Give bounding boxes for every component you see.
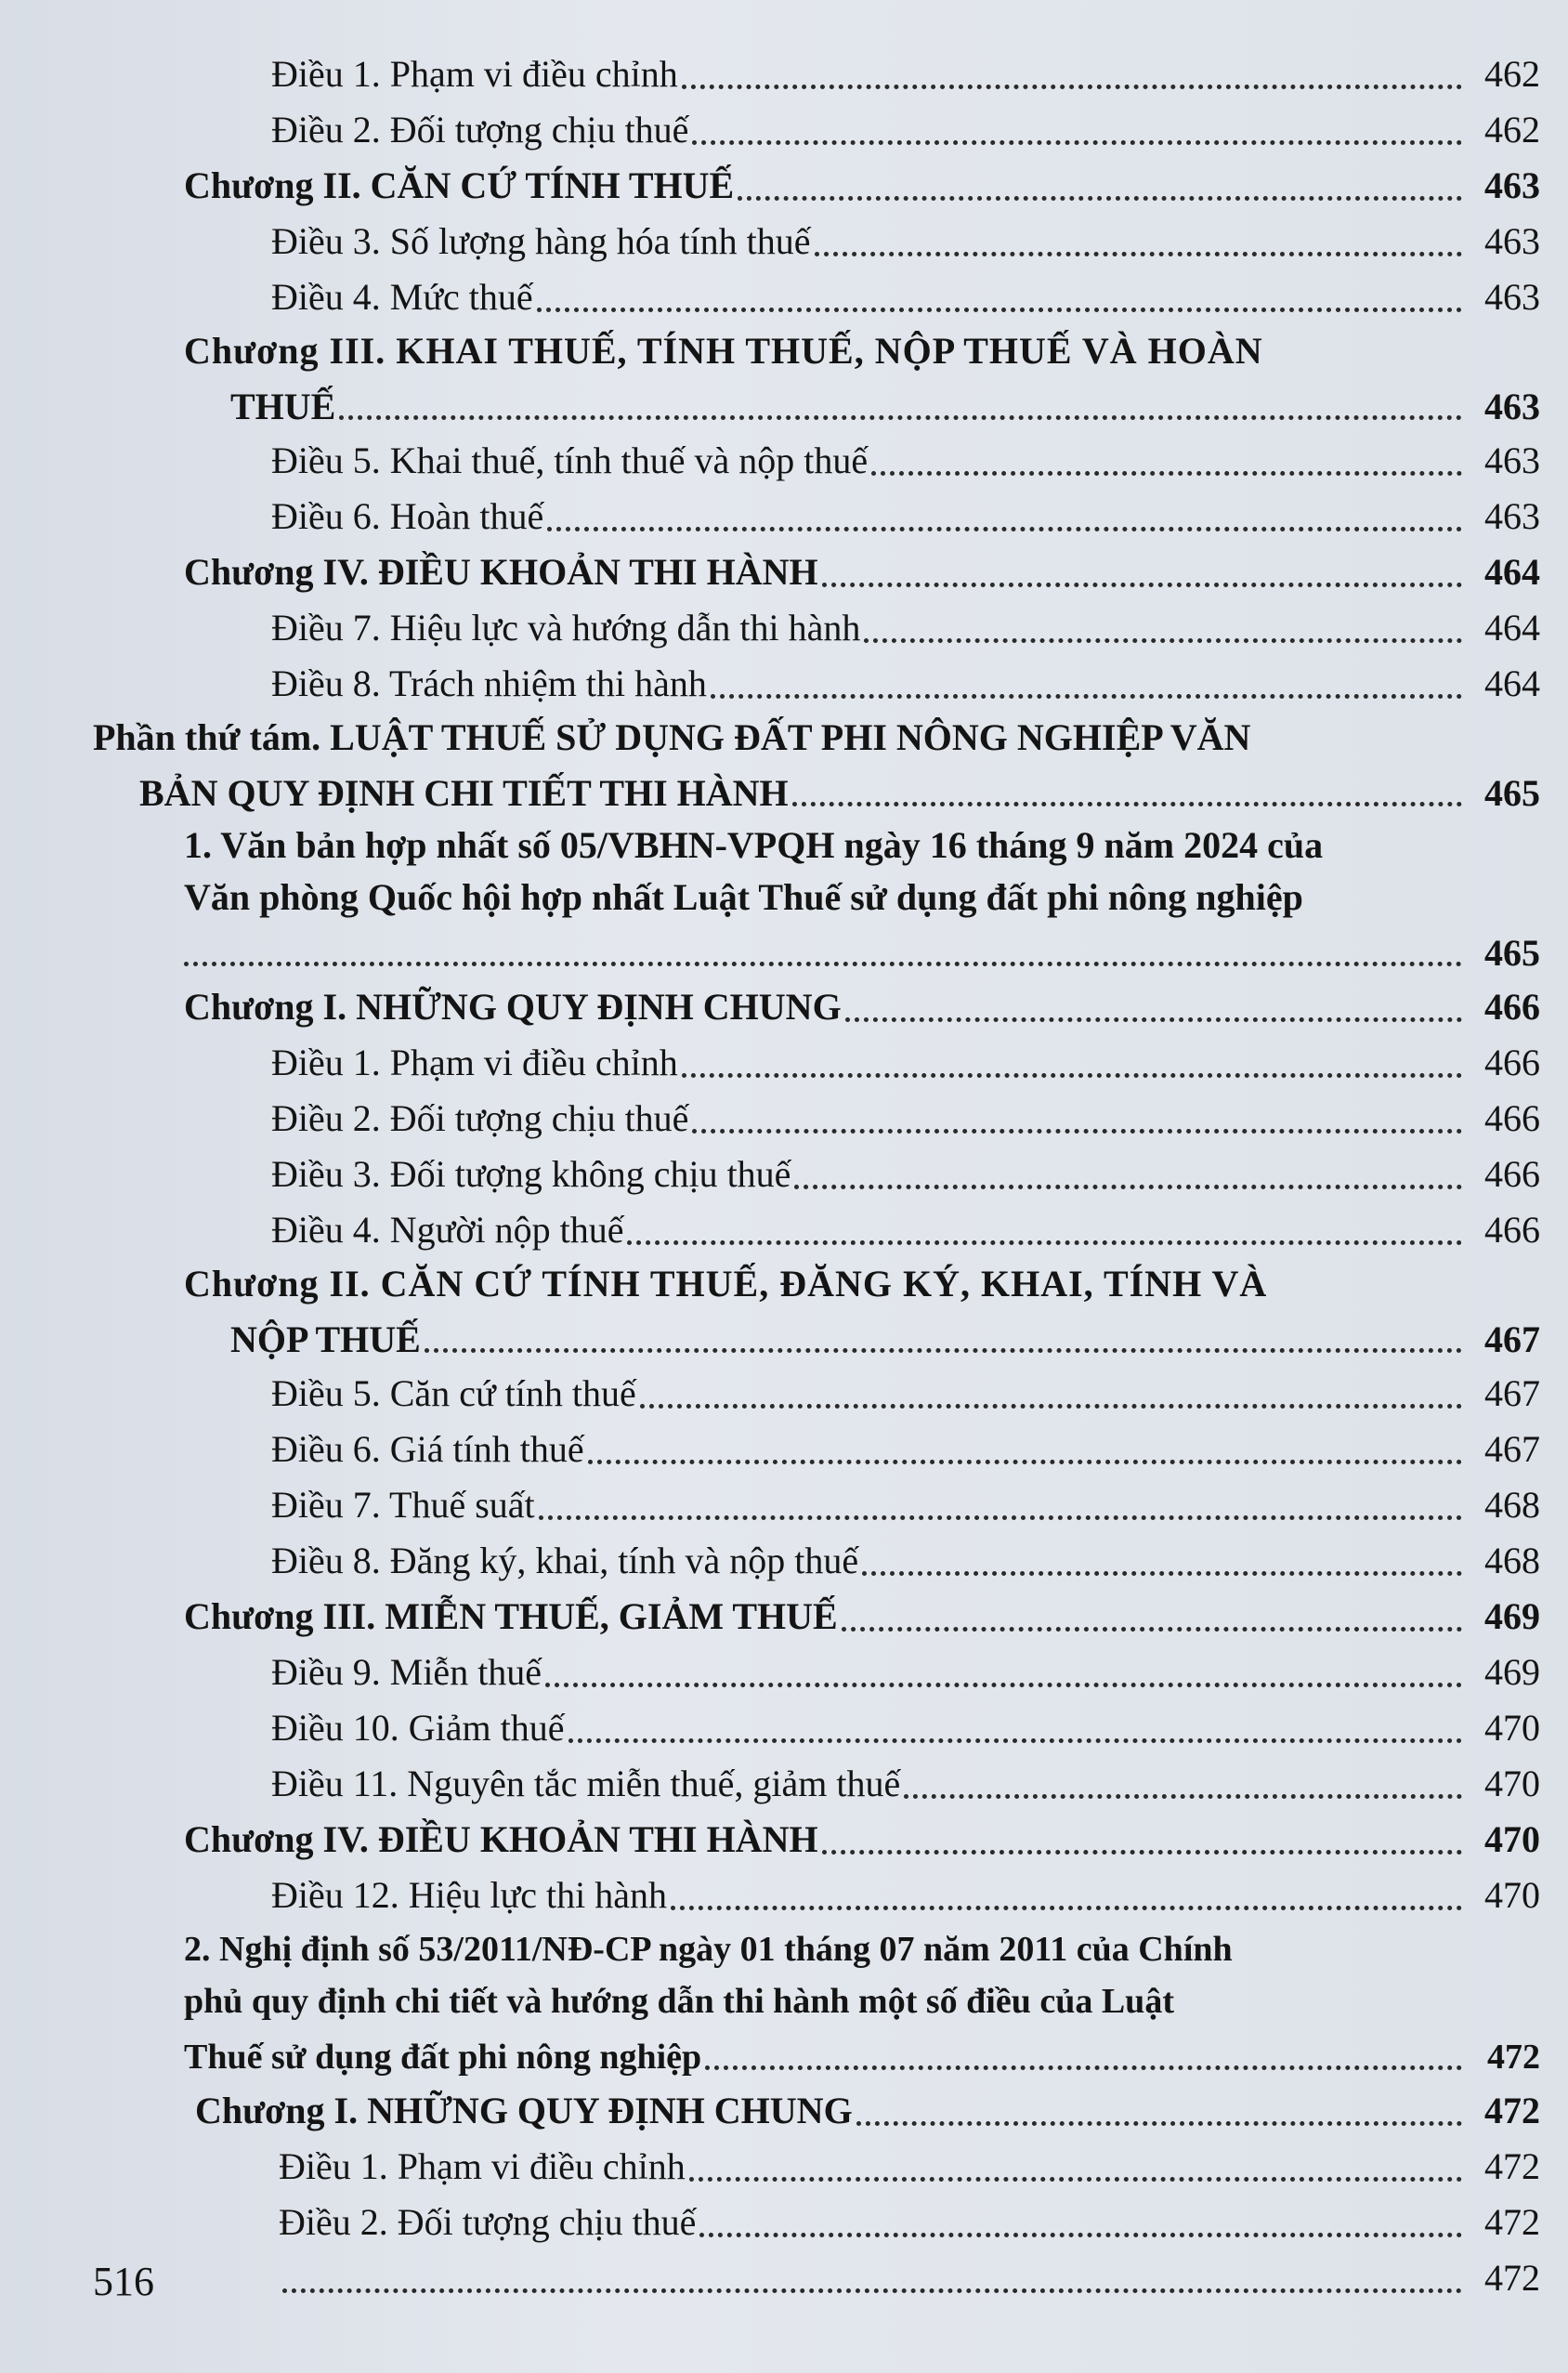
toc-entry: Điều 7. Hiệu lực và hướng dẫn thi hành 464 [271, 607, 1540, 649]
toc-entry: 472 [0, 2250, 1568, 2306]
toc-entry: Điều 7. Thuế suất 468 [271, 1484, 1540, 1526]
toc-entry: Điều 5. Khai thuế, tính thuế và nộp thuế 463 [271, 439, 1540, 481]
toc-chapter: Chương IV. ĐIỀU KHOẢN THI HÀNH 464 [184, 551, 1540, 593]
toc-entry: Điều 1. Phạm vi điều chỉnh 466 [271, 1042, 1540, 1083]
toc-chapter: Chương III. KHAI THUẾ, TÍNH THUẾ, NỘP THUẾ VÀ HOÀN THUẾ 463 [184, 330, 1540, 427]
toc-part: Phần thứ tám. LUẬT THUẾ SỬ DỤNG ĐẤT PHI NÔNG NGHIỆP VĂN BẢN QUY ĐỊNH CHI TIẾT THI HÀNH 465 [93, 716, 1540, 814]
toc-document: 2. Nghị định số 53/2011/NĐ-CP ngày 01 tháng 07 năm 2011 của Chính phủ quy định chi tiết và hướng dẫn thi hành một số điều của Luật Thuế sử dụng đất phi nông nghiệp 472 [184, 1930, 1540, 2077]
table-of-contents [0, 46, 1568, 2306]
toc-document: 1. Văn bản hợp nhất số 05/VBHN-VPQH ngày 16 tháng 9 năm 2024 của Văn phòng Quốc hội hợp nhất Luật Thuế sử dụng đất phi nông nghiệp 465 [184, 824, 1540, 974]
toc-entry: Điều 12. Hiệu lực thi hành 470 [271, 1874, 1540, 1916]
page-number: 516 [93, 2259, 154, 2304]
toc-entry: Điều 9. Miễn thuế 469 [271, 1651, 1540, 1693]
toc-entry: Điều 6. Giá tính thuế 467 [271, 1428, 1540, 1470]
toc-entry: Điều 2. Đối tượng chịu thuế 466 [271, 1097, 1540, 1139]
toc-entry: Điều 3. Số lượng hàng hóa tính thuế 463 [271, 220, 1540, 262]
toc-entry: Điều 8. Đăng ký, khai, tính và nộp thuế 468 [271, 1540, 1540, 1581]
toc-chapter: Chương II. CĂN CỨ TÍNH THUẾ 463 [184, 164, 1540, 206]
toc-chapter: Chương IV. ĐIỀU KHOẢN THI HÀNH 470 [184, 1818, 1540, 1860]
toc-entry: Điều 6. Hoàn thuế 463 [271, 495, 1540, 537]
toc-chapter: Chương I. NHỮNG QUY ĐỊNH CHUNG 466 [184, 986, 1540, 1028]
toc-chapter: Chương II. CĂN CỨ TÍNH THUẾ, ĐĂNG KÝ, KHAI, TÍNH VÀ NỘP THUẾ 467 [184, 1263, 1540, 1360]
toc-entry: Điều 10. Giảm thuế 470 [271, 1707, 1540, 1749]
toc-entry: Điều 8. Trách nhiệm thi hành 464 [271, 662, 1540, 704]
toc-entry: Điều 1. Phạm vi điều chỉnh 462 [271, 53, 1540, 95]
toc-entry: Điều 4. Mức thuế 463 [271, 276, 1540, 318]
toc-entry: Điều 1. Phạm vi điều chỉnh 472 [279, 2145, 1540, 2187]
toc-entry: Điều 3. Đối tượng không chịu thuế 466 [271, 1153, 1540, 1195]
toc-entry: Điều 5. Căn cứ tính thuế 467 [271, 1372, 1540, 1414]
toc-entry: Điều 2. Đối tượng chịu thuế 472 [279, 2201, 1540, 2243]
toc-entry: Điều 2. Đối tượng chịu thuế 462 [271, 109, 1540, 151]
toc-chapter: Chương I. NHỮNG QUY ĐỊNH CHUNG 472 [195, 2090, 1540, 2131]
toc-entry: Điều 4. Người nộp thuế 466 [271, 1209, 1540, 1251]
toc-entry: Điều 11. Nguyên tắc miễn thuế, giảm thuế 470 [271, 1763, 1540, 1804]
toc-chapter: Chương III. MIỄN THUẾ, GIẢM THUẾ 469 [184, 1595, 1540, 1637]
